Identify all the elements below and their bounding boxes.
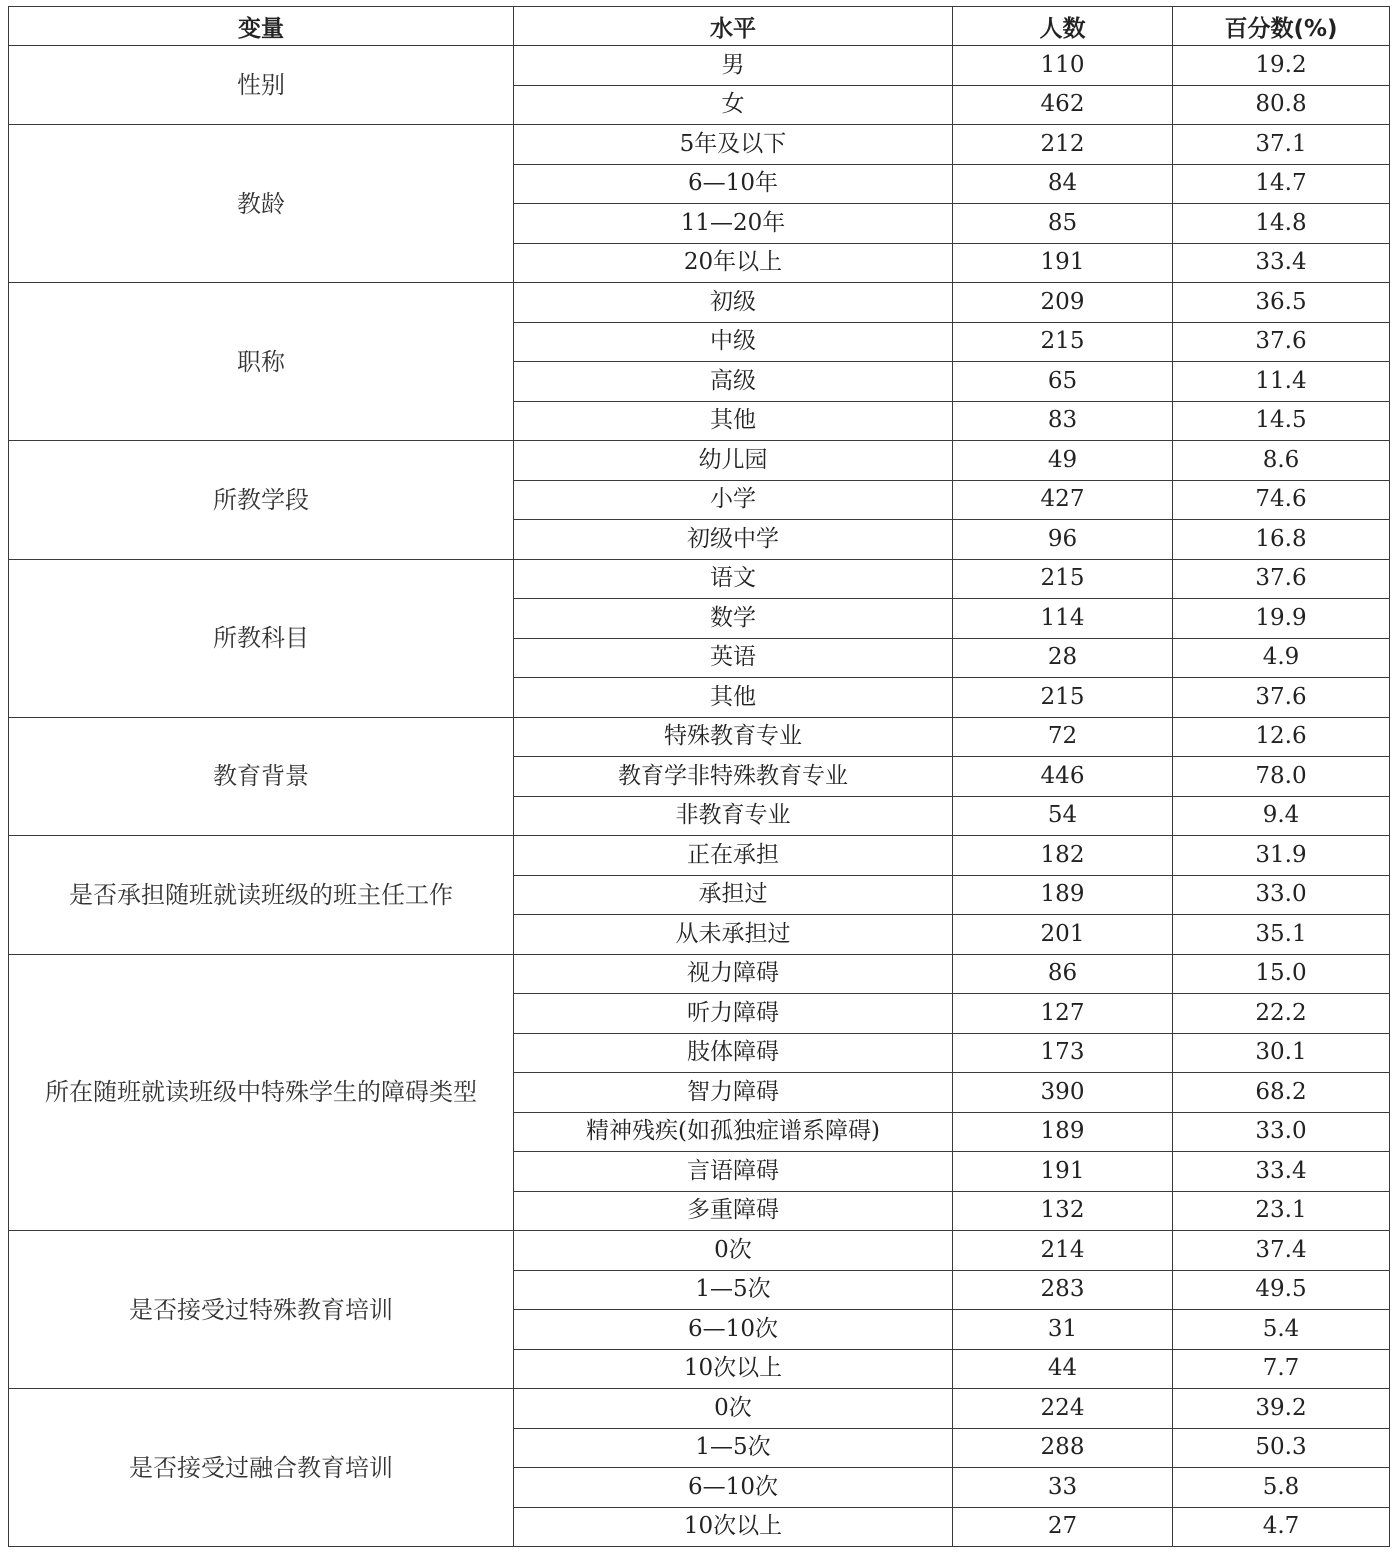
level-cell: 高级 — [514, 362, 953, 402]
level-cell: 精神残疾(如孤独症谱系障碍) — [514, 1112, 953, 1152]
level-cell: 多重障碍 — [514, 1191, 953, 1231]
count-cell: 224 — [953, 1389, 1173, 1429]
header-percent: 百分数(%) — [1173, 7, 1390, 46]
table-row — [9, 46, 1390, 86]
percent-cell: 12.6 — [1173, 717, 1390, 757]
count-cell: 189 — [953, 1112, 1173, 1152]
count-cell: 132 — [953, 1191, 1173, 1231]
count-cell: 212 — [953, 125, 1173, 165]
level-cell: 0次 — [514, 1231, 953, 1271]
count-cell: 214 — [953, 1231, 1173, 1271]
level-cell: 智力障碍 — [514, 1073, 953, 1113]
percent-cell: 37.1 — [1173, 125, 1390, 165]
percent-cell: 37.6 — [1173, 322, 1390, 362]
level-cell: 其他 — [514, 678, 953, 718]
level-cell: 语文 — [514, 559, 953, 599]
count-cell: 83 — [953, 401, 1173, 441]
level-cell: 听力障碍 — [514, 994, 953, 1034]
percent-cell: 35.1 — [1173, 915, 1390, 955]
count-cell: 54 — [953, 796, 1173, 836]
count-cell: 110 — [953, 46, 1173, 86]
count-cell: 28 — [953, 638, 1173, 678]
count-cell: 31 — [953, 1310, 1173, 1350]
count-cell: 288 — [953, 1428, 1173, 1468]
table-row — [9, 441, 1390, 481]
level-cell: 从未承担过 — [514, 915, 953, 955]
level-cell: 男 — [514, 46, 953, 86]
count-cell: 182 — [953, 836, 1173, 876]
table-row — [9, 1231, 1390, 1271]
variable-cell: 所教科目 — [9, 559, 514, 717]
header-variable: 变量 — [9, 7, 514, 46]
level-cell: 女 — [514, 85, 953, 125]
count-cell: 209 — [953, 283, 1173, 323]
level-cell: 5年及以下 — [514, 125, 953, 165]
count-cell: 33 — [953, 1468, 1173, 1508]
level-cell: 1—5次 — [514, 1270, 953, 1310]
percent-cell: 4.9 — [1173, 638, 1390, 678]
percent-cell: 33.0 — [1173, 875, 1390, 915]
count-cell: 173 — [953, 1033, 1173, 1073]
table-row — [9, 1389, 1390, 1429]
level-cell: 肢体障碍 — [514, 1033, 953, 1073]
percent-cell: 33.4 — [1173, 1152, 1390, 1192]
percent-cell: 19.2 — [1173, 46, 1390, 86]
count-cell: 86 — [953, 954, 1173, 994]
level-cell: 6—10次 — [514, 1468, 953, 1508]
percent-cell: 31.9 — [1173, 836, 1390, 876]
count-cell: 84 — [953, 164, 1173, 204]
percent-cell: 37.6 — [1173, 678, 1390, 718]
percent-cell: 15.0 — [1173, 954, 1390, 994]
table-row — [9, 836, 1390, 876]
level-cell: 小学 — [514, 480, 953, 520]
count-cell: 390 — [953, 1073, 1173, 1113]
count-cell: 49 — [953, 441, 1173, 481]
count-cell: 201 — [953, 915, 1173, 955]
percent-cell: 11.4 — [1173, 362, 1390, 402]
percent-cell: 14.5 — [1173, 401, 1390, 441]
percent-cell: 37.6 — [1173, 559, 1390, 599]
count-cell: 215 — [953, 678, 1173, 718]
variable-cell: 是否接受过特殊教育培训 — [9, 1231, 514, 1389]
variable-cell: 是否接受过融合教育培训 — [9, 1389, 514, 1547]
variable-cell: 教育背景 — [9, 717, 514, 836]
variable-cell: 职称 — [9, 283, 514, 441]
variable-cell: 性别 — [9, 46, 514, 125]
header-row — [9, 7, 1390, 46]
percent-cell: 14.7 — [1173, 164, 1390, 204]
header-level: 水平 — [514, 7, 953, 46]
count-cell: 191 — [953, 243, 1173, 283]
level-cell: 言语障碍 — [514, 1152, 953, 1192]
percent-cell: 22.2 — [1173, 994, 1390, 1034]
table-row — [9, 717, 1390, 757]
level-cell: 中级 — [514, 322, 953, 362]
percent-cell: 30.1 — [1173, 1033, 1390, 1073]
level-cell: 6—10次 — [514, 1310, 953, 1350]
level-cell: 20年以上 — [514, 243, 953, 283]
percent-cell: 33.4 — [1173, 243, 1390, 283]
percent-cell: 50.3 — [1173, 1428, 1390, 1468]
count-cell: 283 — [953, 1270, 1173, 1310]
count-cell: 44 — [953, 1349, 1173, 1389]
level-cell: 初级 — [514, 283, 953, 323]
percent-cell: 4.7 — [1173, 1507, 1390, 1547]
level-cell: 6—10年 — [514, 164, 953, 204]
percent-cell: 39.2 — [1173, 1389, 1390, 1429]
variable-cell: 所在随班就读班级中特殊学生的障碍类型 — [9, 954, 514, 1231]
percent-cell: 8.6 — [1173, 441, 1390, 481]
percent-cell: 16.8 — [1173, 520, 1390, 560]
level-cell: 10次以上 — [514, 1349, 953, 1389]
demographics-table — [8, 6, 1390, 1547]
percent-cell: 49.5 — [1173, 1270, 1390, 1310]
level-cell: 英语 — [514, 638, 953, 678]
level-cell: 1—5次 — [514, 1428, 953, 1468]
count-cell: 65 — [953, 362, 1173, 402]
table-row — [9, 954, 1390, 994]
count-cell: 27 — [953, 1507, 1173, 1547]
count-cell: 215 — [953, 322, 1173, 362]
count-cell: 215 — [953, 559, 1173, 599]
percent-cell: 23.1 — [1173, 1191, 1390, 1231]
level-cell: 10次以上 — [514, 1507, 953, 1547]
level-cell: 视力障碍 — [514, 954, 953, 994]
level-cell: 幼儿园 — [514, 441, 953, 481]
percent-cell: 14.8 — [1173, 204, 1390, 244]
percent-cell: 80.8 — [1173, 85, 1390, 125]
count-cell: 189 — [953, 875, 1173, 915]
level-cell: 正在承担 — [514, 836, 953, 876]
table-row — [9, 125, 1390, 165]
level-cell: 其他 — [514, 401, 953, 441]
percent-cell: 37.4 — [1173, 1231, 1390, 1271]
percent-cell: 33.0 — [1173, 1112, 1390, 1152]
count-cell: 127 — [953, 994, 1173, 1034]
level-cell: 初级中学 — [514, 520, 953, 560]
percent-cell: 78.0 — [1173, 757, 1390, 797]
percent-cell: 36.5 — [1173, 283, 1390, 323]
count-cell: 85 — [953, 204, 1173, 244]
level-cell: 非教育专业 — [514, 796, 953, 836]
level-cell: 承担过 — [514, 875, 953, 915]
percent-cell: 5.8 — [1173, 1468, 1390, 1508]
variable-cell: 所教学段 — [9, 441, 514, 560]
variable-cell: 是否承担随班就读班级的班主任工作 — [9, 836, 514, 955]
count-cell: 446 — [953, 757, 1173, 797]
level-cell: 数学 — [514, 599, 953, 639]
level-cell: 特殊教育专业 — [514, 717, 953, 757]
percent-cell: 9.4 — [1173, 796, 1390, 836]
header-count: 人数 — [953, 7, 1173, 46]
level-cell: 11—20年 — [514, 204, 953, 244]
variable-cell: 教龄 — [9, 125, 514, 283]
level-cell: 0次 — [514, 1389, 953, 1429]
table-row — [9, 283, 1390, 323]
count-cell: 72 — [953, 717, 1173, 757]
level-cell: 教育学非特殊教育专业 — [514, 757, 953, 797]
count-cell: 191 — [953, 1152, 1173, 1192]
percent-cell: 19.9 — [1173, 599, 1390, 639]
count-cell: 96 — [953, 520, 1173, 560]
count-cell: 427 — [953, 480, 1173, 520]
table-row — [9, 559, 1390, 599]
percent-cell: 5.4 — [1173, 1310, 1390, 1350]
percent-cell: 7.7 — [1173, 1349, 1390, 1389]
count-cell: 114 — [953, 599, 1173, 639]
table-body — [9, 46, 1390, 1547]
count-cell: 462 — [953, 85, 1173, 125]
percent-cell: 68.2 — [1173, 1073, 1390, 1113]
percent-cell: 74.6 — [1173, 480, 1390, 520]
